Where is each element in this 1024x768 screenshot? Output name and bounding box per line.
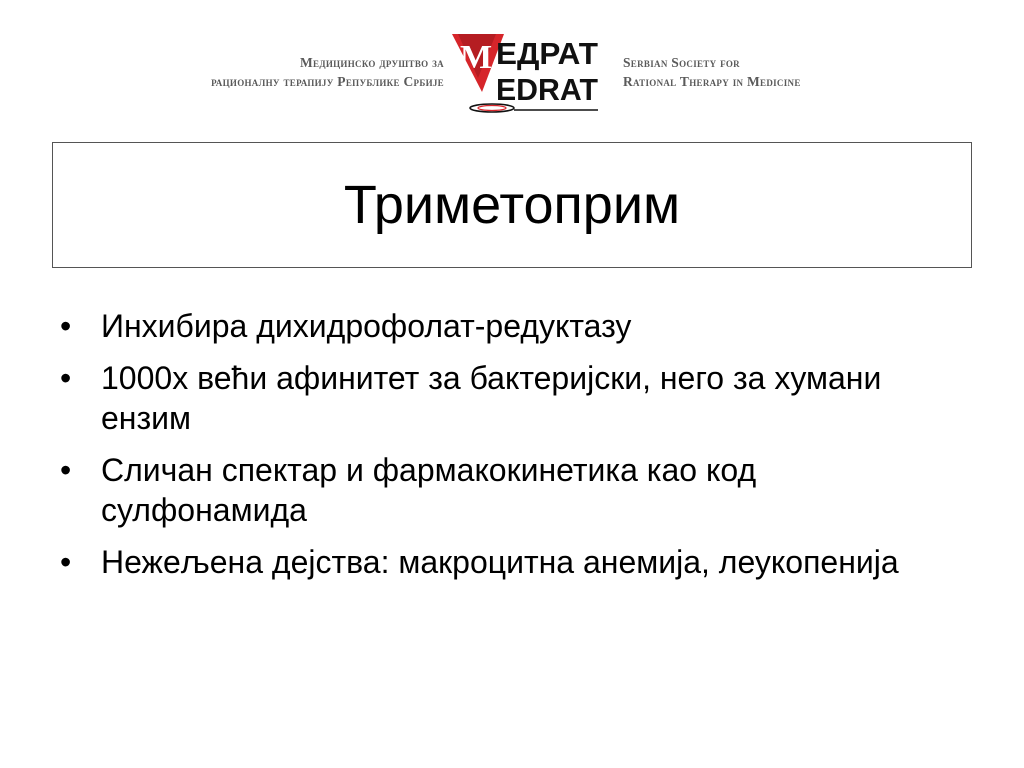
slide-title: Триметоприм	[343, 175, 681, 235]
bullet-text: Инхибира дихидрофолат-редуктазу	[101, 308, 632, 344]
logo-text-latin: EDRAT	[496, 72, 599, 107]
medrat-logo	[452, 32, 602, 114]
logo-swoosh-inner	[478, 106, 506, 111]
org-name-serbian	[211, 53, 444, 91]
org-name-english-line1: Serbian Society for	[623, 55, 740, 70]
bullet-text: 1000x већи афинитет за бактеријски, него за хумани ензим	[101, 360, 882, 436]
logo-letter-m: M	[459, 39, 493, 76]
bullet-marker: •	[60, 308, 72, 344]
bullet-item	[60, 306, 960, 346]
header-band	[0, 28, 1024, 118]
logo-text-cyrillic: ЕДРАТ	[496, 36, 599, 71]
bullet-marker: •	[60, 544, 72, 580]
bullet-marker: •	[60, 360, 72, 396]
bullet-text: Сличан спектар и фармакокинетика као код сулфонамида	[101, 452, 757, 528]
medrat-logo-graphic	[452, 32, 602, 114]
bullet-text: Нежељена дејства: макроцитна анемија, леукопенија	[101, 544, 899, 580]
bullet-item	[60, 542, 960, 582]
org-name-serbian-line1: Медицинско друштво за	[299, 55, 444, 70]
org-name-english-line2: Rational Therapy in Medicine	[623, 74, 801, 89]
title-box	[52, 142, 972, 268]
org-name-english	[623, 53, 801, 91]
bullet-marker: •	[60, 452, 72, 488]
bullet-list	[60, 306, 960, 594]
bullet-item	[60, 450, 960, 530]
org-name-serbian-line2: рационалну терапију Републике Србије	[211, 74, 444, 89]
bullet-item	[60, 358, 960, 438]
